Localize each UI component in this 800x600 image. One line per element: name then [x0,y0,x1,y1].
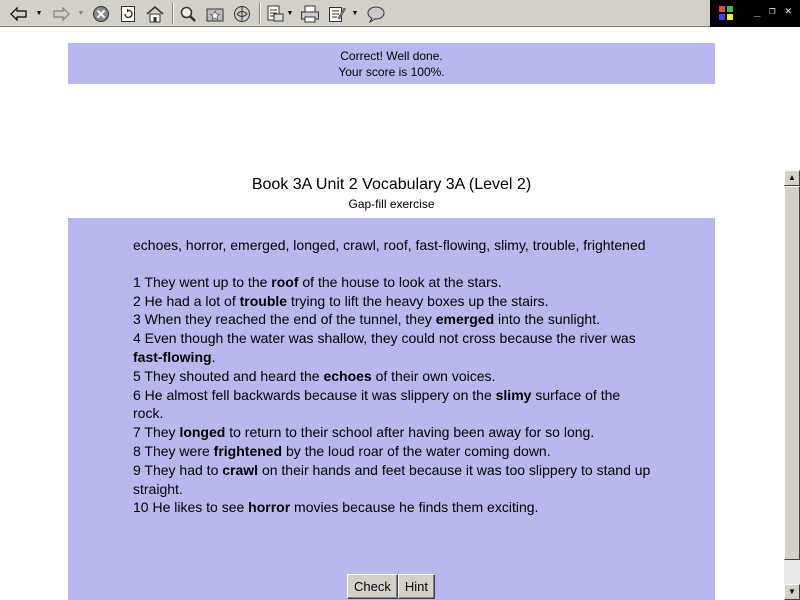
answer-word: crawl [222,461,259,478]
question-text: 8 They were [133,442,214,459]
answer-word: horror [248,499,291,516]
answer-word: fast-flowing [133,348,212,365]
question-text: on their hands and feet because it was too slippery to stand up straight. [133,461,651,497]
print-icon[interactable] [298,3,322,24]
edit-dropdown-icon[interactable]: ▼ [351,10,359,17]
favorites-icon[interactable] [204,3,226,24]
windows-logo-icon [718,5,734,21]
exercise-title: Book 3A Unit 2 Vocabulary 3A (Level 2) [251,176,532,193]
question-text: 6 He almost fell backwards because it was slippery on the [133,386,496,403]
question-text: to return to their school after having been away for so long. [225,424,595,441]
forward-dropdown-icon[interactable]: ▼ [77,10,85,17]
toolbar-separator [172,3,174,24]
exercise-panel [68,218,715,600]
answer-word: longed [179,424,226,441]
question-text: . [211,348,216,365]
answer-word: roof [271,273,299,290]
browser-toolbar [0,0,800,27]
back-icon[interactable] [8,3,30,24]
discuss-icon[interactable] [364,3,388,24]
check-button[interactable]: Check [347,574,398,599]
answer-word: trouble [239,292,288,309]
search-icon[interactable] [177,3,199,24]
question-text: of the house to look at the stars. [298,273,502,290]
question-text: 3 When they reached the end of the tunnel, they [133,311,436,328]
hint-button[interactable]: Hint [398,574,435,599]
feedback-box [68,43,715,84]
question-item [133,423,653,442]
question-text: 5 They shouted and heard the [133,367,324,384]
question-item [133,367,653,386]
question-text: of their own voices. [371,367,496,384]
question-text: 7 They [133,424,180,441]
home-icon[interactable] [143,3,167,24]
exercise-content [133,236,653,517]
question-text: into the sunlight. [494,311,600,328]
question-item [133,273,653,292]
question-text: surface of the rock. [133,386,621,422]
restore-icon[interactable]: ❐ [769,4,776,17]
question-text: 9 They had to [133,461,223,478]
exercise-subtitle: Gap-fill exercise [348,197,435,211]
question-item [133,329,653,367]
answer-word: frightened [213,442,283,459]
question-text: movies because he finds them exciting. [290,499,539,516]
question-item [133,442,653,461]
answer-word: slimy [495,386,532,403]
question-text: 1 They went up to the [133,273,272,290]
stop-icon[interactable] [90,3,112,24]
action-buttons [347,574,435,599]
close-icon[interactable]: ✕ [785,4,792,17]
forward-icon[interactable] [50,3,72,24]
history-icon[interactable] [231,3,253,24]
vertical-scrollbar[interactable] [784,170,800,600]
back-dropdown-icon[interactable]: ▼ [35,10,43,17]
question-text: 10 He likes to see [133,499,249,516]
question-text: 4 Even though the water was shallow, they could not cross because the river was [133,330,636,347]
scroll-up-icon[interactable]: ▲ [784,170,800,186]
feedback-message: Correct! Well done. [340,49,443,63]
edit-icon[interactable] [326,3,348,24]
question-item [133,292,653,311]
scroll-down-icon[interactable]: ▼ [784,584,800,600]
refresh-icon[interactable] [117,3,139,24]
minimize-icon[interactable]: _ [754,4,761,17]
question-text: trying to lift the heavy boxes up the stairs. [287,292,549,309]
answer-word: emerged [435,311,495,328]
mail-dropdown-icon[interactable]: ▼ [286,10,294,17]
question-item [133,386,653,424]
question-text: by the loud roar of the water coming down. [282,442,551,459]
window-controls [710,0,800,27]
word-list: echoes, horror, emerged, longed, crawl, roof, fast-flowing, slimy, trouble, frightened [133,237,646,253]
question-item [133,310,653,329]
question-item [133,461,653,499]
question-text: 2 He had a lot of [133,292,240,309]
mail-icon[interactable] [264,3,286,24]
score-message: Your score is 100%. [338,65,445,79]
toolbar-separator [259,3,261,24]
scrollbar-thumb[interactable] [784,186,800,560]
question-item [133,498,653,517]
question-list [133,273,653,517]
answer-word: echoes [323,367,372,384]
